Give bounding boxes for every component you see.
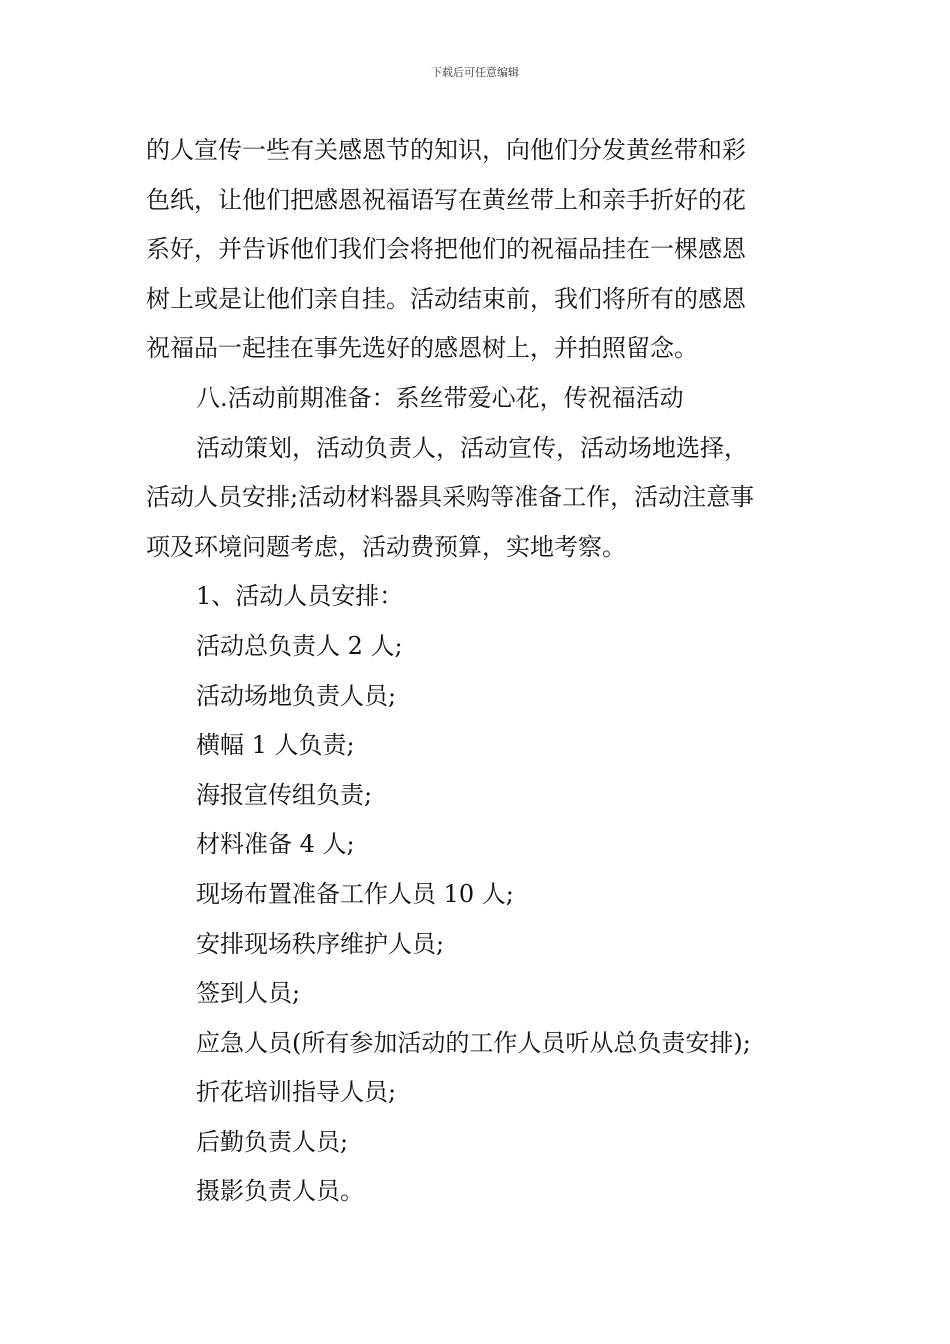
- section-heading: 八.活动前期准备：系丝带爱心花，传祝福活动: [196, 383, 684, 412]
- list-item: 海报宣传组负责;: [196, 780, 373, 809]
- paragraph-line: 系好，并告诉他们我们会将把他们的祝福品挂在一棵感恩: [146, 235, 746, 264]
- document-body: [146, 126, 812, 1217]
- paragraph-line: 活动策划，活动负责人，活动宣传，活动场地选择，: [196, 433, 748, 462]
- list-item: 横幅 1 人负责;: [196, 731, 355, 760]
- paragraph-line: 的人宣传一些有关感恩节的知识，向他们分发黄丝带和彩: [146, 136, 746, 164]
- paragraph-line: 树上或是让他们亲自挂。活动结束前，我们将所有的感恩: [146, 284, 746, 313]
- list-item: 安排现场秩序维护人员;: [196, 929, 445, 958]
- list-heading: 1、活动人员安排：: [196, 582, 404, 611]
- paragraph-line: 项及环境问题考虑，活动费预算，实地考察。: [146, 532, 626, 561]
- paragraph-line: 色纸，让他们把感恩祝福语写在黄丝带上和亲手折好的花: [146, 185, 746, 214]
- paragraph-line: 活动人员安排;活动材料器具采购等准备工作，活动注意事: [146, 483, 755, 512]
- list-item: 材料准备 4 人;: [196, 830, 355, 859]
- list-item: 摄影负责人员。: [196, 1177, 364, 1206]
- page-header: 下载后可任意编辑: [431, 66, 519, 79]
- list-item: 活动场地负责人员;: [196, 681, 397, 710]
- list-item: 活动总负责人 2 人;: [196, 631, 403, 660]
- list-item: 后勤负责人员;: [196, 1127, 349, 1156]
- list-item: 折花培训指导人员;: [196, 1078, 397, 1107]
- paragraph-line: 祝福品一起挂在事先选好的感恩树上，并拍照留念。: [146, 334, 698, 363]
- list-item: 应急人员(所有参加活动的工作人员听从总负责安排);: [196, 1028, 751, 1057]
- list-item: 现场布置准备工作人员 10 人;: [196, 879, 514, 908]
- list-item: 签到人员;: [196, 979, 301, 1008]
